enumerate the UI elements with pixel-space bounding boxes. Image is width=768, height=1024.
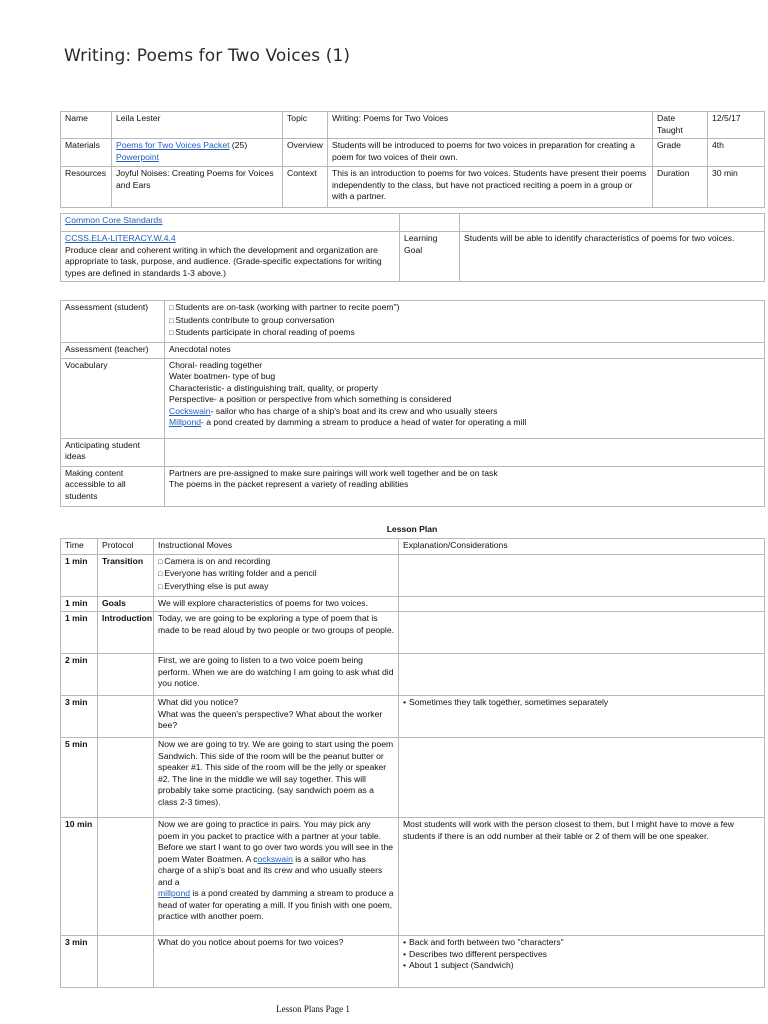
list-item: • About 1 subject (Sandwich) xyxy=(403,960,760,972)
overview-label: Overview xyxy=(283,139,328,167)
name-label: Name xyxy=(61,112,112,139)
anticipating-value xyxy=(165,438,765,466)
vocab-item: Millpond- a pond created by damming a stream to produce a head of water for operating a mill xyxy=(169,417,527,427)
assessment-student-label: Assessment (student) xyxy=(61,301,165,343)
accessible-value: Partners are pre-assigned to make sure pairings will work well together and be on task The poems in the packet represent a variety of reading abilities xyxy=(165,466,765,506)
lesson-info-table xyxy=(60,111,765,208)
col-header-protocol: Protocol xyxy=(98,539,154,555)
date-value: 12/5/17 xyxy=(708,112,765,139)
vocab-item: Water boatmen- type of bug xyxy=(169,371,276,381)
table-row: 1 min Introduction Today, we are going to be exploring a type of poem that is made to be read aloud by two people or two groups of people. xyxy=(61,612,765,654)
col-header-explanation: Explanation/Considerations xyxy=(399,539,765,555)
list-item: □ Camera is on and recording xyxy=(158,556,394,569)
powerpoint-link[interactable]: Powerpoint xyxy=(116,151,159,162)
standard-code-link[interactable]: CCSS.ELA-LITERACY.W.4.4 xyxy=(65,233,176,243)
cockswain-link[interactable]: ockswain xyxy=(257,853,293,864)
grade-value: 4th xyxy=(708,139,765,167)
list-item: □ Students participate in choral reading of poems xyxy=(169,327,760,340)
table-row: 1 min Goals We will explore characteristics of poems for two voices. xyxy=(61,596,765,612)
packet-link[interactable]: Poems for Two Voices Packet xyxy=(116,140,230,150)
vocab-item: Perspective- a position or perspective from which something is considered xyxy=(169,394,452,404)
standards-header xyxy=(61,214,400,232)
date-label: Date Taught xyxy=(653,112,708,139)
learning-goal-value: Students will be able to identify characteristics of poems for two voices. xyxy=(460,232,765,282)
resources-label: Resources xyxy=(61,167,112,208)
topic-label: Topic xyxy=(283,112,328,139)
grade-label: Grade xyxy=(653,139,708,167)
list-item: • Back and forth between two "characters" xyxy=(403,937,760,949)
table-row: 5 min Now we are going to try. We are going to start using the poem Sandwich. This side of the room will be the peanut butter or speaker #1. This side of the room will be the jelly or speaker #2. The line in the middle we will say together. This will probably take some practicing. (say sandwich poem as a class 2-3 times). xyxy=(61,738,765,818)
millpond-link[interactable]: Millpond xyxy=(169,417,202,427)
resources-value: Joyful Noises: Creating Poems for Voices and Ears xyxy=(112,167,283,208)
page-title: Writing: Poems for Two Voices (1) xyxy=(64,46,351,66)
topic-value: Writing: Poems for Two Voices xyxy=(328,112,653,139)
context-label: Context xyxy=(283,167,328,208)
table-row: 2 min First, we are going to listen to a two voice poem being perform. When we are do watching I am going to ask what did you notice. xyxy=(61,654,765,696)
assessment-teacher-value: Anecdotal notes xyxy=(165,343,765,359)
common-core-link[interactable]: Common Core Standards xyxy=(65,215,163,225)
anticipating-label: Anticipating student ideas xyxy=(61,438,165,466)
list-item: □ Everyone has writing folder and a pencil xyxy=(158,568,394,581)
learning-goal-label: Learning Goal xyxy=(400,232,460,282)
cockswain-link[interactable]: Cockswain xyxy=(169,405,211,416)
vocab-item: Cockswain- sailor who has charge of a ship's boat and its crew and who usually steers xyxy=(169,405,498,416)
list-item: • Describes two different perspectives xyxy=(403,949,760,961)
table-row: 3 min What do you notice about poems for two voices? • Back and forth between two "characters" • Describes two different perspectives • About 1 subject (Sandwich) xyxy=(61,936,765,988)
vocabulary-value xyxy=(165,358,765,438)
duration-value: 30 min xyxy=(708,167,765,208)
list-item: • Sometimes they talk together, sometimes separately xyxy=(403,697,760,709)
accessible-label: Making content accessible to all students xyxy=(61,466,165,506)
materials-label: Materials xyxy=(61,139,112,167)
list-item: □ Everything else is put away xyxy=(158,581,394,594)
col-header-moves: Instructional Moves xyxy=(154,539,399,555)
vocab-item: Choral- reading together xyxy=(169,359,263,370)
standard-text: Produce clear and coherent writing in which the development and organization are appropriate to task, purpose, and audience. (Grade-specific expectations for writing types are defined in standards 1-3 above.) xyxy=(65,244,382,278)
standard-cell xyxy=(61,232,400,282)
assessment-student-value xyxy=(165,301,765,343)
lesson-plan-caption: Lesson Plan xyxy=(386,524,438,534)
table-row: 1 min Transition □ Camera is on and recording □ Everyone has writing folder and a pencil □ Everything else is put away xyxy=(61,554,765,596)
context-value: This is an introduction to poems for two voices. Students have present their poems independently to the class, but have not practiced reciting a poem in a group or with a partner. xyxy=(328,167,653,208)
name-value: Leila Lester xyxy=(112,112,283,139)
list-item: □ Students contribute to group conversation xyxy=(169,315,760,328)
duration-label: Duration xyxy=(653,167,708,208)
materials-count: (25) xyxy=(229,140,248,150)
assessment-teacher-label: Assessment (teacher) xyxy=(61,343,165,359)
standards-table xyxy=(60,213,765,282)
table-row: 3 min What did you notice? What was the queen's perspective? What about the worker bee? • Sometimes they talk together, sometimes separately xyxy=(61,696,765,738)
lesson-plan-table xyxy=(60,538,765,988)
overview-value: Students will be introduced to poems for two voices in preparation for creating a poem for two voices of their own. xyxy=(328,139,653,167)
assessment-table xyxy=(60,300,765,507)
page-footer: Lesson Plans Page 1 xyxy=(276,1004,350,1014)
col-header-time: Time xyxy=(61,539,98,555)
materials-value xyxy=(112,139,283,167)
millpond-link[interactable]: millpond xyxy=(158,888,191,898)
list-item: □ Students are on-task (working with partner to recite poem") xyxy=(169,302,760,315)
vocab-item: Characteristic- a distinguishing trait, quality, or property xyxy=(169,382,379,393)
table-row: 10 min Now we are going to practice in pairs. You may pick any poem in you packet to practice with a partner at your table. Before we start I want to go over two words you will see in the poem Water Boatmen. A cockswain is a sailor who has charge of a ship's boat and its crew and who usually steers and a millpond is a pond created by damming a stream to produce a head of water for operating a mill. If you finish with one poem, practice with another poem. Most students will work with the person closest to them, but I might have to move a few students if there is an odd number at their table or 2 of them will be one speaker. xyxy=(61,818,765,936)
vocabulary-label: Vocabulary xyxy=(61,358,165,438)
